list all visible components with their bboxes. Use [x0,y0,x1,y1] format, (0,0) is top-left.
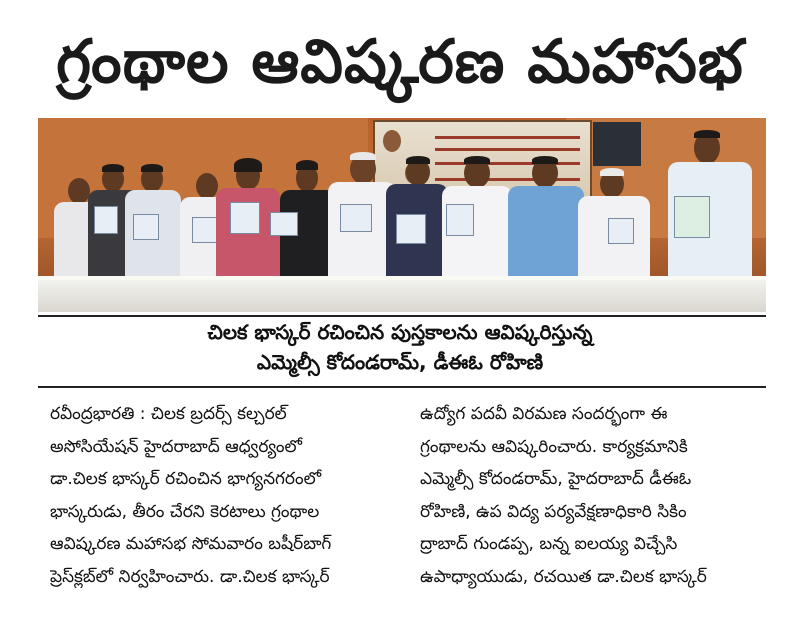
event-photo [38,118,766,312]
banner-text-line [435,148,580,151]
photo-caption-line: చిలక భాస్కర్ రచించిన పుస్తకాలను ఆవిష్కరిస్తున్న [207,320,593,344]
banner-portrait [383,130,401,152]
article-line: ఉపాధ్యాయుడు, రచయిత డా.చిలక భాస్కర్ [420,566,707,587]
article-line: భాస్కరుడు, తీరం చేరని కెరటాలు గ్రంథాల [50,501,320,522]
photo-screen [593,122,641,166]
article-line: ఆవిష్కరణ మహాసభ సోమవారం బషీర్‌బాగ్ [50,534,332,554]
table [38,280,766,312]
article-line: ప్రెస్‌క్లబ్‌లో నిర్వహించారు. డా.చిలక భాస్కర్ [50,566,330,587]
article-line: ఉద్యోగ పదవీ విరమణ సందర్భంగా ఈ [420,404,668,424]
banner-text-line [435,162,580,165]
article-line: అసోసియేషన్ హైదరాబాద్ ఆధ్వర్యంలో [50,436,302,457]
article-line: రవీంద్రభారతి : చిలక బ్రదర్స్ కల్చరల్ [50,404,287,424]
headline: గ్రంథాల ఆవిష్కరణ మహాసభ [56,27,744,97]
article-column-right [420,398,780,593]
article-column-left [50,398,410,593]
article-line: గ్రంథాలను ఆవిష్కరించారు. కార్యక్రమానికి [420,436,688,457]
article-line: డా.చిలక భాస్కర్ రచించిన భాగ్యనగరంలో [50,469,322,489]
photo-caption-line: ఎమ్మెల్సీ కోదండరామ్, డీఈఓ రోహిణి [256,350,544,374]
caption-rule-bottom [38,386,766,388]
article-line: ద్రాబాద్ గుండప్ప, బన్న ఐలయ్య విచ్చేసి [420,534,678,554]
banner-text-line [435,178,580,181]
article-line: ఎమ్మెల్సీ కోదండరామ్, హైదరాబాద్ డీఈఓ [420,469,692,489]
caption-rule-top [38,315,766,317]
article-line: రోహిణి, ఉప విద్య పర్యవేక్షణాధికారి సికిం [420,501,687,522]
banner-text-line [435,136,580,139]
